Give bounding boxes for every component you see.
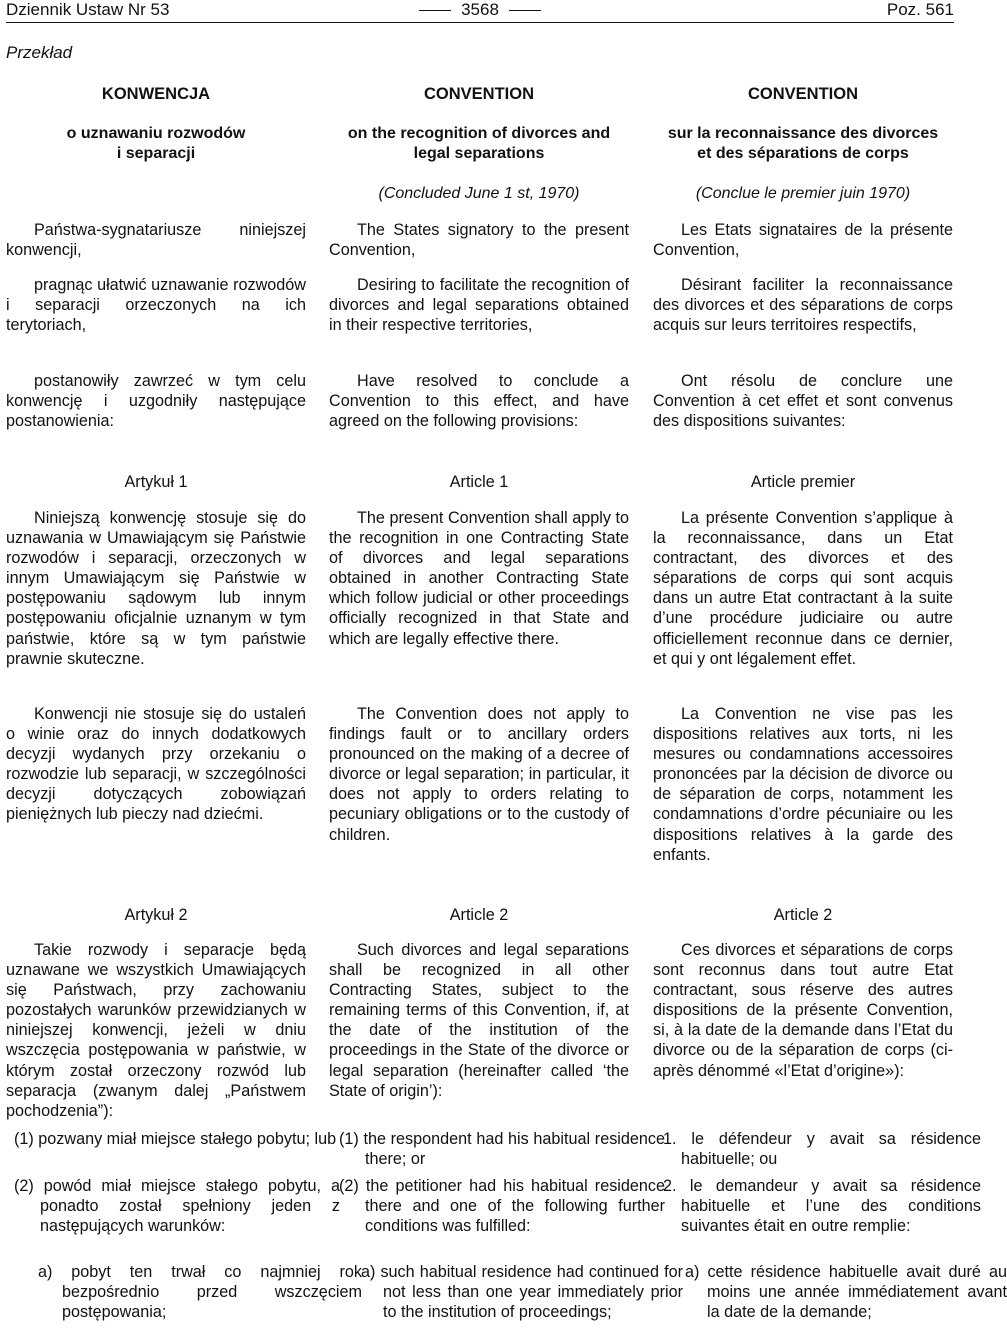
fr-article-2-paragraph-1: Ces divorces et séparations de corps sont reconnus dans tout autre Etat contractant, sous réserve des autres dispositions de la présente Convention, si, à la date de la demande dans l’Etat du divorce ou de la séparation de corps (ci-après dénommé «l’Etat d’origine»): [653,941,953,1080]
rule-right [509,10,541,11]
pl-paragraph-1: Państwa-sygnatariusze niniejszej konwencji, [6,221,306,260]
pl-article-1-heading: Artykuł 1 [124,473,188,491]
journal-name: Dziennik Ustaw Nr 53 [6,0,170,19]
pl-title: KONWENCJA [101,85,211,103]
rule-left [419,10,451,11]
pl-paragraph-3: postanowiły zawrzeć w tym celu konwencję i uzgodniły następujące postanowienia: [6,372,306,431]
fr-paragraph-1: Les Etats signataires de la présente Convention, [653,221,953,260]
fr-article-2-heading: Article 2 [773,906,833,924]
pl-subtitle-line-1: o uznawaniu rozwodów [66,125,246,142]
page-header [6,0,954,24]
en-article-1-paragraph-2: The Convention does not apply to findings fault or to ancillary orders pronounced on the making of a decree of divorce or legal separation; in particular, it does not apply to orders relating to pecuniary obligations or to the custody of children. [329,705,629,844]
en-article-2-paragraph-1: Such divorces and legal separations shall be recognized in all other Contracting States, subject to the remaining terms of this Convention, if, at the date of the institution of the proceedings in the State of the divorce or legal separation (hereinafter called ‘the State of origin’): [329,941,629,1100]
pl-item-2: (2) powód miał miejsce stałego pobytu, a ponadto został spełniony jeden z następujących warunków: [14,1177,340,1236]
en-item-2: (2) the petitioner had his habitual residence there and one of the following further conditions was fulfilled: [339,1177,665,1236]
fr-item-1: 1. le défendeur y avait sa résidence habituelle; ou [663,1130,981,1169]
pl-paragraph-2: pragnąc ułatwić uznawanie rozwodów i separacji orzeczonych na ich terytoriach, [6,276,306,335]
fr-item-2: 2. le demandeur y avait sa résidence habituelle et l’une des conditions suivantes était en outre remplie: [663,1177,981,1236]
en-subtitle-line-2: legal separations [413,145,545,162]
fr-article-1-heading: Article premier [750,473,856,491]
en-article-2-heading: Article 2 [449,906,509,924]
fr-subtitle [653,124,953,164]
pl-article-1-paragraph-2: Konwencji nie stosuje się do ustaleń o winie oraz do innych dodatkowych decyzji wydanych przy orzekaniu o rozwodzie lub separacji, w szczególności decyzji dotyczących zobowiązań pieniężnych lub pieczy nad dziećmi. [6,705,306,824]
fr-paragraph-2: Désirant faciliter la reconnaissance des divorces et des séparations de corps acquis sur leurs territoires respectifs, [653,276,953,335]
page-number-wrap [6,0,954,20]
en-item-1: (1) the respondent had his habitual residence there; or [339,1130,665,1169]
fr-date: (Conclue le premier juin 1970) [695,185,911,202]
en-title: CONVENTION [423,85,534,103]
en-paragraph-3: Have resolved to conclude a Convention to this effect, and have agreed on the following provisions: [329,372,629,431]
translation-label: Przekład [6,43,73,62]
fr-item-a: a) cette résidence habituelle avait duré au moins une année immédiatement avant la date de la demande; [685,1263,1007,1322]
en-subtitle [329,124,629,164]
en-article-1-paragraph-1: The present Convention shall apply to the recognition in one Contracting State of divorces and legal separations obtained in another Contracting State which follow judicial or other proceedings officially recognized in that State and which are legally effective there. [329,509,629,648]
en-article-1-heading: Article 1 [449,473,509,491]
pl-item-1: (1) pozwany miał miejsce stałego pobytu; lub [14,1130,337,1148]
fr-paragraph-3: Ont résolu de conclure une Convention à cet effet et sont convenus des dispositions suivantes: [653,372,953,431]
pl-subtitle-line-2: i separacji [116,145,196,162]
en-paragraph-1: The States signatory to the present Convention, [329,221,629,260]
pl-article-1-paragraph-1: Niniejszą konwencję stosuje się do uznawania w Umawiającym się Państwie rozwodów i separacji, orzeczonych w innym Umawiającym się Państwie w postępowaniu sądowym lub innym postępowaniu oficjalnie uznanym w tym państwie, które są w tym państwie prawnie skuteczne. [6,509,306,668]
position-number: Poz. 561 [886,0,954,19]
en-paragraph-2: Desiring to facilitate the recognition of divorces and legal separations obtained in their respective territories, [329,276,629,335]
header-divider [6,22,954,23]
fr-article-1-paragraph-1: La présente Convention s’applique à la reconnaissance, dans un Etat contractant, des divorces et des séparations de corps qui sont acquis dans un autre Etat contractant à la suite d’une procédure judiciaire ou autre officiellement reconnue dans ce dernier, et qui y ont légalement effet. [653,509,953,668]
fr-title: CONVENTION [747,85,858,103]
pl-article-2-paragraph-1: Takie rozwody i separacje będą uznawane we wszystkich Umawiających się Państwach, przy zachowaniu pozostałych warunków przewidzianych w niniejszej konwencji, jeżeli w dniu wszczęcia postępowania w państwie, w którym został orzeczony rozwód lub separacja (zwanym dalej „Państwem pochodzenia”): [6,941,306,1120]
fr-subtitle-line-1: sur la reconnaissance des divorces [667,125,939,142]
pl-article-2-heading: Artykuł 2 [124,906,188,924]
en-date: (Concluded June 1 st, 1970) [378,185,580,202]
fr-subtitle-line-2: et des séparations de corps [697,145,909,162]
pl-item-a: a) pobyt ten trwał co najmniej rok bezpośrednio przed wszczęciem postępowania; [38,1263,362,1322]
fr-article-1-paragraph-2: La Convention ne vise pas les dispositions relatives aux torts, ni les mesures ou condamnations accessoires prononcées par la décision de divorce ou de séparation de corps, notamment les condamnations d’ordre pécuniaire ou les dispositions relatives à la garde des enfants. [653,705,953,864]
pl-subtitle [6,124,306,164]
page-number: 3568 [461,0,499,19]
en-item-a: a) such habitual residence had continued for not less than one year immediately prior to the institution of proceedings; [361,1263,683,1322]
en-subtitle-line-1: on the recognition of divorces and [347,125,611,142]
